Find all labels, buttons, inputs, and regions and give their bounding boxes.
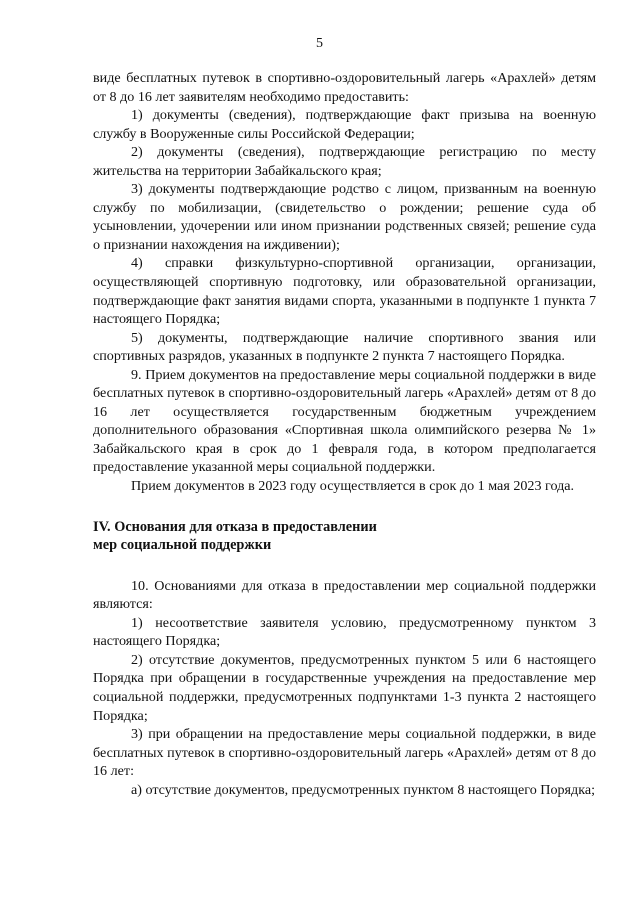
list-item-documents-3: 3) документы подтверждающие родство с лицом, призванным на военную службу по мобилизации, (свидетельство о рождении; решение суда об усыновлении, удочерении или ином признании родственных связей; решение суда о признании нахождения на иждивении); bbox=[93, 181, 596, 253]
paragraph-point-9-2023: Прием документов в 2023 году осуществляется в срок до 1 мая 2023 года. bbox=[131, 478, 575, 495]
list-item-documents-2: 2) документы (сведения), подтверждающие регистрацию по месту жительства на территории Забайкальского края; bbox=[93, 144, 596, 179]
list-item-ground-1: 1) несоответствие заявителя условию, предусмотренному пунктом 3 настоящего Порядка; bbox=[93, 614, 596, 650]
paragraph-point-10: 10. Основаниями для отказа в предоставлении мер социальной поддержки являются: bbox=[93, 577, 596, 613]
paragraph-intro-continuation: виде бесплатных путевок в спортивно-оздоровительный лагерь «Арахлей» детям от 8 до 16 лет заявителям необходимо предоставить: bbox=[93, 70, 596, 105]
list-item-documents-4: 4) справки физкультурно-спортивной организации, организации, осуществляющей спортивную подготовку, или образовательной организации, подтверждающие факт занятия видами спорта, указанными в подпункте 1 пункта 7 настоящего Порядка; bbox=[93, 255, 596, 328]
list-item-ground-3: 3) при обращении на предоставление меры социальной поддержки, в виде бесплатных путевок в спортивно-оздоровительный лагерь «Арахлей» детям от 8 до 16 лет: bbox=[93, 726, 596, 780]
list-item-ground-2: 2) отсутствие документов, предусмотренных пунктом 5 или 6 настоящего Порядка при обращении в государственные учреждения на предоставление мер социальной поддержки, предусмотренных подпунктами 1-3 пункта 2 настоящего Порядка; bbox=[93, 651, 596, 724]
document-body bbox=[93, 69, 596, 799]
list-item-documents-1: 1) документы (сведения), подтверждающие факт призыва на военную службу в Вооруженные силы Российской Федерации; bbox=[93, 107, 596, 142]
page-number: 5 bbox=[316, 36, 323, 51]
section-spacer-bottom bbox=[93, 555, 596, 577]
list-item-documents-5: 5) документы, подтверждающие наличие спортивного звания или спортивных разрядов, указанных в подпункте 2 пункта 7 настоящего Порядка. bbox=[93, 329, 596, 365]
section-heading-line-1: IV. Основания для отказа в предоставлении bbox=[93, 518, 377, 535]
section-heading-line-2: мер социальной поддержки bbox=[93, 537, 272, 554]
paragraph-point-9: 9. Прием документов на предоставление меры социальной поддержки в виде бесплатных путевок в спортивно-оздоровительный лагерь «Арахлей» детям от 8 до 16 лет осуществляется государственным бюджетным учреждением дополнительного образования «Спортивная школа олимпийского резерва № 1» Забайкальского края в срок до 1 февраля года, в котором предполагается предоставление указанной меры социальной поддержки. bbox=[93, 366, 596, 476]
list-item-ground-3a: а) отсутствие документов, предусмотренных пунктом 8 настоящего Порядка; bbox=[131, 781, 596, 798]
section-spacer-top bbox=[93, 496, 596, 518]
